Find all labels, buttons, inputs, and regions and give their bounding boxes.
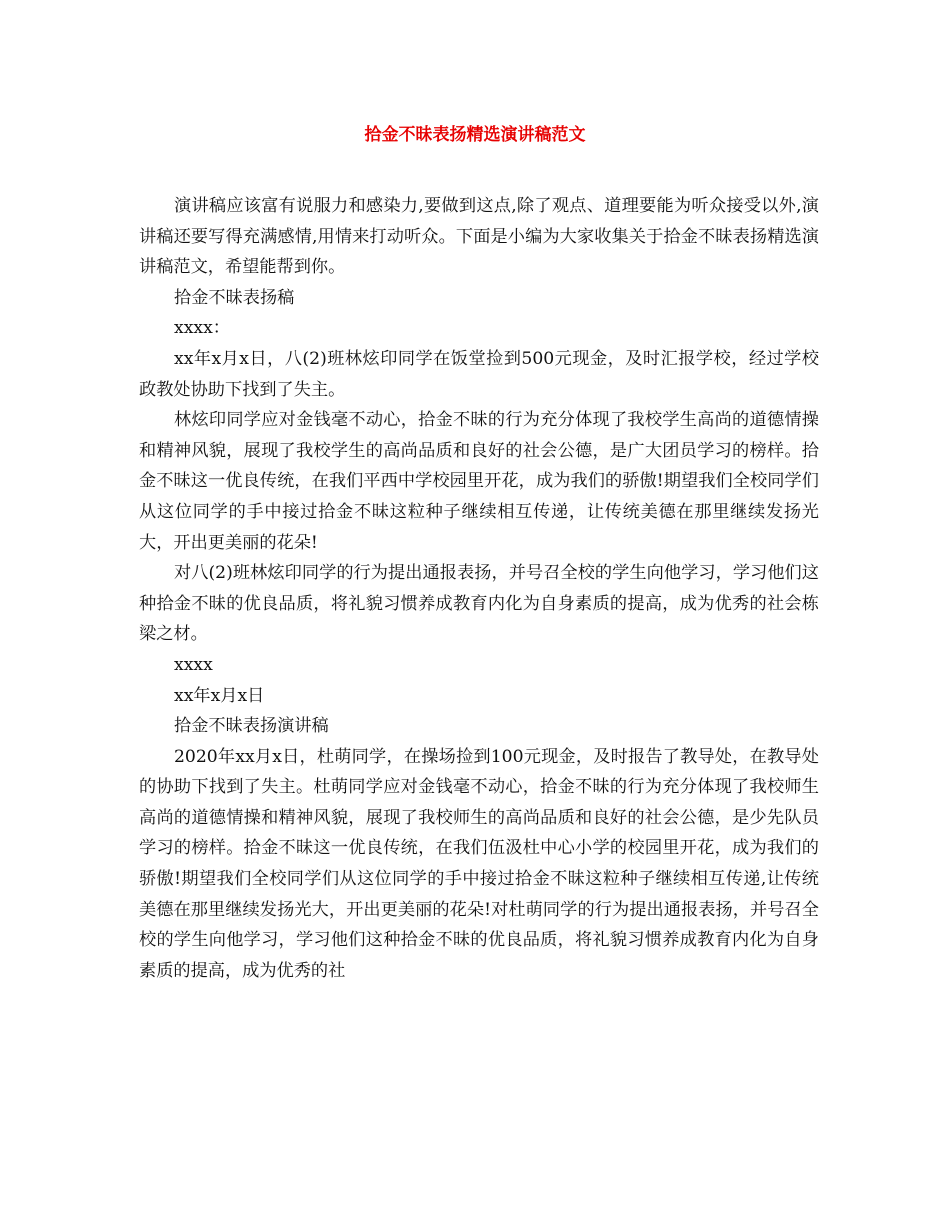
date-line: xx年x月x日 bbox=[174, 685, 265, 706]
paragraph-speech-body: 2020年xx月x日，杜萌同学，在操场捡到100元现金，及时报告了教导处，在教导处的协助下找到了失主。杜萌同学应对金钱毫不动心，拾金不昧的行为充分体现了我校师生高尚的道德情操和精神风貌，展现了我校师生的高尚品质和良好的社会公德，是少先队员学习的榜样。拾金不昧这一优良传统，在我们伍汲杜中心小学的校园里开花，成为我们的骄傲!期望我们全校同学们从这位同学的手中接过拾金不昧这粒种子继续相互传递,让传统美德在那里继续发扬光大，开出更美丽的花朵!对杜萌同学的行为提出通报表扬，并号召全校的学生向他学习，学习他们这种拾金不昧的优良品质，将礼貌习惯养成教育内化为自身素质的提高，成为优秀的社 bbox=[139, 746, 819, 981]
paragraph-commendation: 对八(2)班林炫印同学的行为提出通报表扬，并号召全校的学生向他学习，学习他们这种拾金不昧的优良品质，将礼貌习惯养成教育内化为自身素质的提高，成为优秀的社会栋梁之材。 bbox=[139, 563, 819, 645]
heading-speech: 拾金不昧表扬演讲稿 bbox=[174, 716, 329, 737]
salutation: xxxx： bbox=[174, 318, 230, 339]
paragraph-intro: 演讲稿应该富有说服力和感染力,要做到这点,除了观点、道理要能为听众接受以外,演讲稿还要写得充满感情,用情来打动听众。下面是小编为大家收集关于拾金不昧表扬精选演讲稿范文，希望能帮到你。 bbox=[139, 196, 819, 278]
paragraph-event: xx年x月x日，八(2)班林炫印同学在饭堂捡到500元现金，及时汇报学校，经过学校政教处协助下找到了失主。 bbox=[139, 348, 819, 400]
signature: xxxx bbox=[174, 654, 213, 675]
document-title: 拾金不昧表扬精选演讲稿范文 bbox=[364, 125, 586, 145]
heading-praise-letter: 拾金不昧表扬稿 bbox=[174, 287, 295, 308]
document-body bbox=[139, 191, 819, 986]
paragraph-praise: 林炫印同学应对金钱毫不动心，拾金不昧的行为充分体现了我校学生高尚的道德情操和精神风貌，展现了我校学生的高尚品质和良好的社会公德，是广大团员学习的榜样。拾金不昧这一优良传统，在我们平西中学校园里开花，成为我们的骄傲!期望我们全校同学们从这位同学的手中接过拾金不昧这粒种子继续相互传递，让传统美德在那里继续发扬光大，开出更美丽的花朵! bbox=[139, 410, 819, 553]
